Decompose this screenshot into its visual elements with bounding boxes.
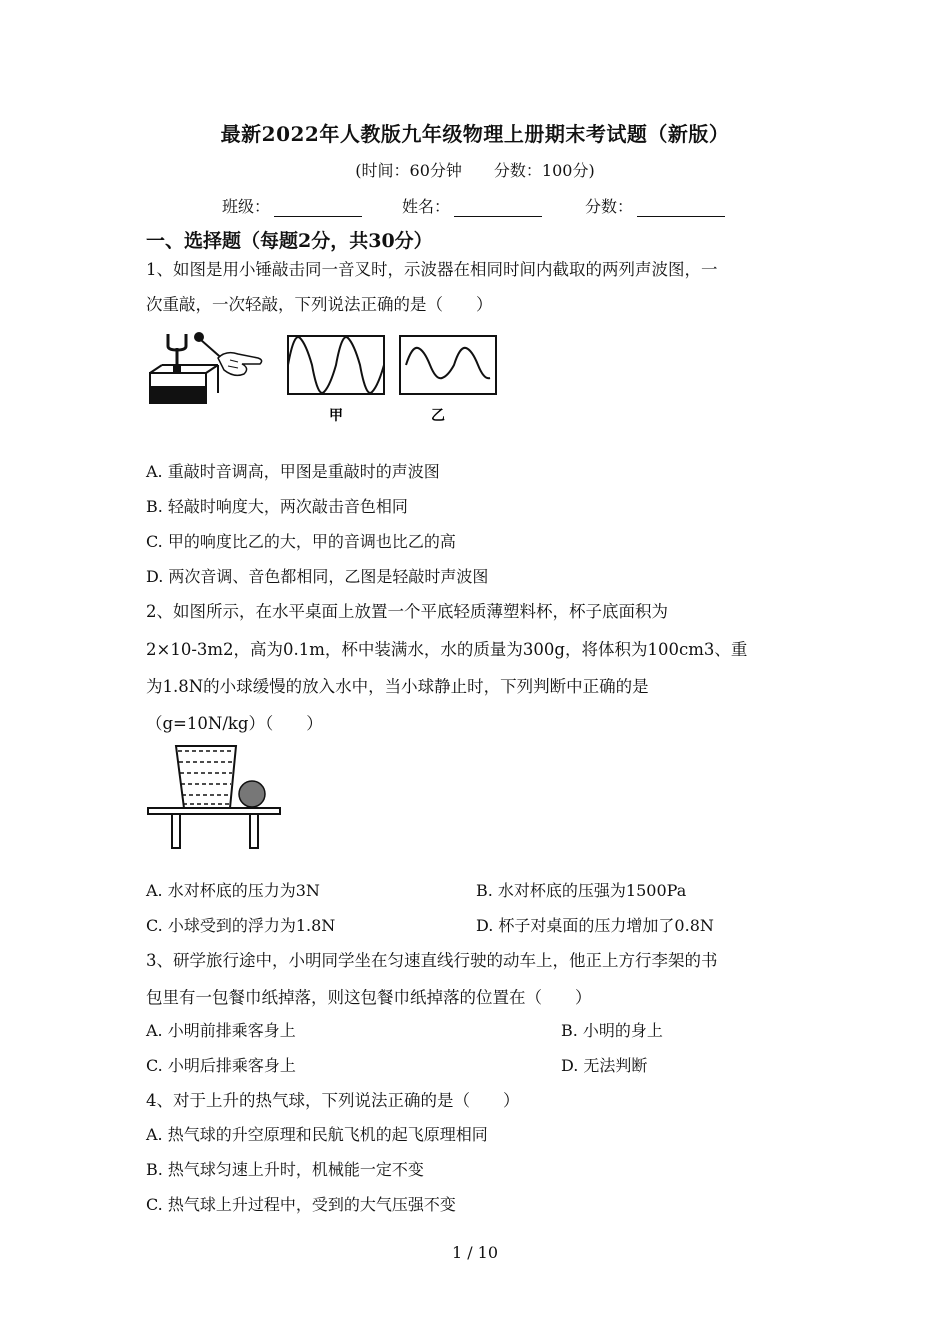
label-jia: 甲 xyxy=(329,408,343,424)
cup-ball-table-figure xyxy=(146,742,282,852)
ball-icon xyxy=(239,781,265,807)
class-label: 班级： xyxy=(222,197,271,216)
q2-option-d: D. 杯子对桌面的压力增加了0.8N xyxy=(476,916,714,935)
cup-icon xyxy=(176,746,236,808)
q3-option-b: B. 小明的身上 xyxy=(561,1021,663,1040)
q3-line1: 3、研学旅行途中，小明同学坐在匀速直线行驶的动车上，他正上方行李架的书 xyxy=(146,951,718,970)
q3-option-d: D. 无法判断 xyxy=(561,1056,648,1075)
section-heading: 一、选择题（每题2分，共30分） xyxy=(146,230,433,252)
table-icon xyxy=(148,808,280,848)
q2-option-c: C. 小球受到的浮力为1.8N xyxy=(146,916,336,935)
q1-line1: 1、如图是用小锤敲击同一音叉时，示波器在相同时间内截取的两列声波图，一 xyxy=(146,260,718,279)
q2-line4: （g=10N/kg）（ ） xyxy=(146,714,323,733)
q1-option-a: A. 重敲时音调高，甲图是重敲时的声波图 xyxy=(146,462,440,481)
tuning-fork-icon xyxy=(150,334,218,403)
q2-option-b: B. 水对杯底的压强为1500Pa xyxy=(476,881,687,900)
page-number: 1 / 10 xyxy=(451,1243,499,1262)
class-blank xyxy=(274,200,362,217)
exam-time-score: (时间：60分钟 分数：100分) xyxy=(355,161,595,180)
name-field xyxy=(402,194,542,217)
q4-option-c: C. 热气球上升过程中，受到的大气压强不变 xyxy=(146,1195,456,1214)
q1-option-b: B. 轻敲时响度大，两次敲击音色相同 xyxy=(146,497,408,516)
q2-line3: 为1.8N的小球缓慢的放入水中，当小球静止时，下列判断中正确的是 xyxy=(146,677,649,696)
q4-option-a: A. 热气球的升空原理和民航飞机的起飞原理相同 xyxy=(146,1125,488,1144)
waveform-jia xyxy=(288,336,384,394)
score-blank xyxy=(637,200,725,217)
q4-line1: 4、对于上升的热气球，下列说法正确的是（ ） xyxy=(146,1091,520,1110)
score-label: 分数： xyxy=(585,197,634,216)
q3-option-a: A. 小明前排乘客身上 xyxy=(146,1021,296,1040)
q4-option-b: B. 热气球匀速上升时，机械能一定不变 xyxy=(146,1160,424,1179)
q2-line2: 2×10-3m2，高为0.1m，杯中装满水，水的质量为300g，将体积为100cm3、重 xyxy=(146,640,748,659)
class-field xyxy=(222,194,362,217)
label-yi: 乙 xyxy=(431,408,445,424)
score-field xyxy=(585,194,725,217)
q1-line2: 次重敲，一次轻敲，下列说法正确的是（ ） xyxy=(146,295,493,314)
q3-line2: 包里有一包餐巾纸掉落，则这包餐巾纸掉落的位置在（ ） xyxy=(146,988,592,1007)
q2-line1: 2、如图所示，在水平桌面上放置一个平底轻质薄塑料杯，杯子底面积为 xyxy=(146,602,668,621)
waveform-yi xyxy=(400,336,496,394)
q2-option-a: A. 水对杯底的压力为3N xyxy=(146,881,320,900)
name-label: 姓名： xyxy=(402,197,451,216)
name-blank xyxy=(454,200,542,217)
tuning-fork-oscillograph-figure xyxy=(146,328,501,428)
document-title: 最新2022年人教版九年级物理上册期末考试题（新版） xyxy=(220,122,730,146)
q3-option-c: C. 小明后排乘客身上 xyxy=(146,1056,296,1075)
hammer-hand-icon xyxy=(194,332,262,375)
q1-option-c: C. 甲的响度比乙的大，甲的音调也比乙的高 xyxy=(146,532,456,551)
q1-option-d: D. 两次音调、音色都相同，乙图是轻敲时声波图 xyxy=(146,567,489,586)
